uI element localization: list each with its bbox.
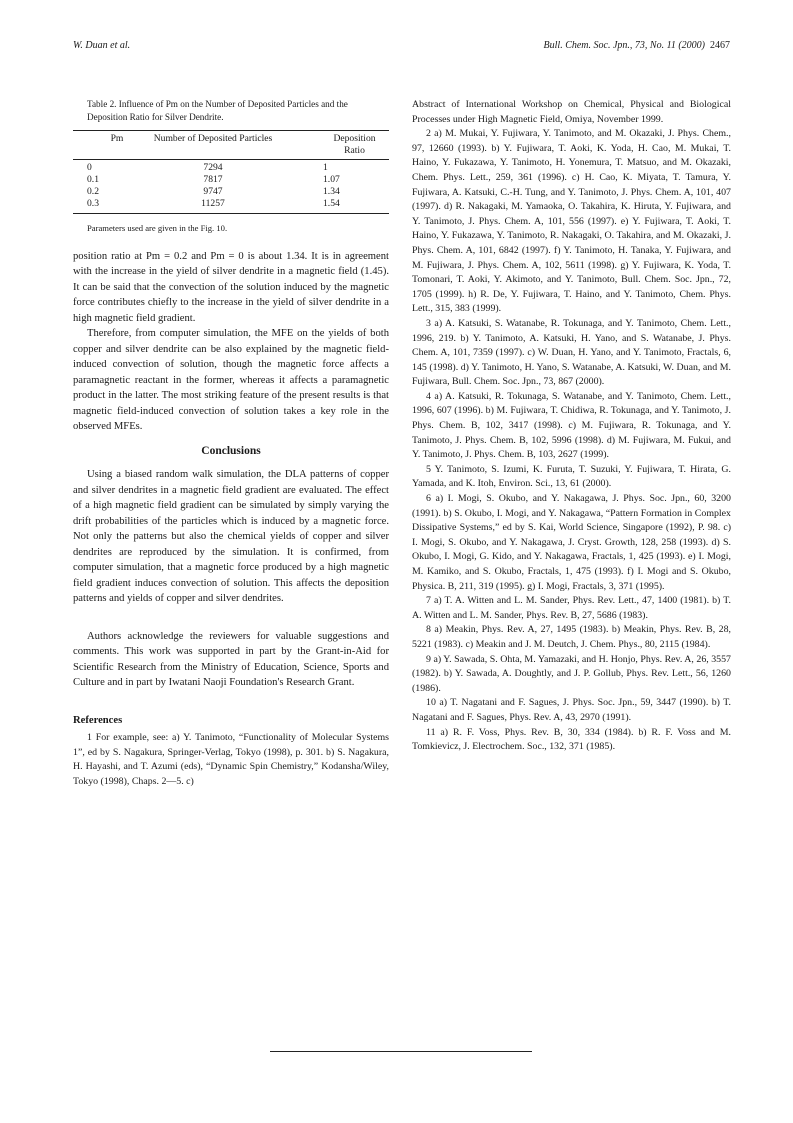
cell-particles: 7817 [203,174,223,185]
column-header-pm: Pm [73,131,150,160]
column-header-particles: Number of Deposited Particles [150,131,276,160]
reference-item: 4 a) A. Katsuki, R. Tokunaga, S. Watanabe, and Y. Tanimoto, Chem. Lett., 1996, 607 (1996). b) M. Fujiwara, T. Chidiwa, R. Tokunaga, and Y. Tanimoto, J. Phys. Chem. B, 102, 3417 (1998). c) M. Fujiwara, R. Tokunaga, and Y. Tanimoto, J. Phys. Chem. B, 102, 5996 (1998). d) M. Fujiwara, M. Fukui, and Y. Tanimoto, J. Phys. Chem. B, 103, 2627 (1999). [412,390,731,461]
cell-particles: 11257 [150,198,276,214]
cell-ratio: 1.07 [323,174,340,185]
footer-rule [270,1051,532,1052]
cell-particles: 7294 [203,162,223,173]
cell-ratio: 1.34 [323,186,340,197]
page-number: 2467 [710,40,730,51]
conclusions-paragraph: Using a biased random walk simulation, the DLA patterns of copper and silver dendrites in a magnetic field gradient are evaluated. The effect of a high magnetic field gradient can be simulated by simply varying the drift probabilities of the particles which is induced by a magnetic force. Not only the patterns but also the chemical yields of copper and silver dendrites are reproduced by the simulation. It is confirmed, from computer simulation, that a magnetic force produced by a high magnetic field gradient induces convection of solution. This affects the deposition patterns and yields of copper and silver dendrites. [73,469,389,604]
column-header-ratio: Deposition Ratio [276,131,389,160]
cell-particles: 9747 [203,186,223,197]
section-heading-conclusions: Conclusions [201,444,261,457]
cell-pm: 0 [87,162,92,173]
reference-item: 10 a) T. Nagatani and F. Sagues, J. Phys. Soc. Jpn., 59, 3447 (1990). b) T. Nagatani and F. Sagues, Phys. Rev. A, 43, 2970 (1991). [412,697,731,723]
left-column [73,98,389,789]
reference-item: 3 a) A. Katsuki, S. Watanabe, R. Tokunaga, and Y. Tanimoto, Chem. Lett., 1996, 219. b) Y. Tanimoto, A. Katsuki, H. Yano, and S. Watanabe, J. Phys. Chem. A, 101, 7359 (1997). c) W. Duan, H. Yano, and Y. Tanimoto, Fractals, 6, 145 (1998). d) Y. Tanimoto, H. Yano, S. Watanabe, A. Katsuki, W. Duan, and M. Fujiwara, Bull. Chem. Soc. Jpn., 73, 867 (2000). [412,317,731,388]
acknowledgement-paragraph: Authors acknowledge the reviewers for valuable suggestions and comments. This work was supported in part by the Grant-in-Aid for Scientific Research from the Ministry of Education, Science, Sports and Culture and in part by Iwatani Naoji Foundation's Research Grant. [73,630,389,688]
cell-pm: 0.2 [87,186,99,197]
running-header-journal [544,40,730,51]
reference-item: 7 a) T. A. Witten and L. M. Sander, Phys. Rev. Lett., 47, 1400 (1981). b) T. A. Witten and L. M. Sander, Phys. Rev. B, 27, 5686 (1983). [412,595,731,621]
body-paragraph: Therefore, from computer simulation, the MFE on the yields of both copper and silver dendrite can be also explained by the magnetic field-induced convection of solution, though the magnetic force affects a paramagnetic reactant in the former, whereas it affects a paramagnetic product in the latter. The most striking feature of the present results is that magnetic field-induced convection of solution takes a key role in the observed MFEs. [73,328,389,432]
running-header-authors: W. Duan et al. [73,40,131,51]
reference-item: 2 a) M. Mukai, Y. Fujiwara, Y. Tanimoto, and M. Okazaki, J. Phys. Chem., 97, 12660 (1993). b) Y. Fujiwara, T. Aoki, K. Yoda, H. Cao, M. Mukai, T. Haino, Y. Fukazawa, Y. Tanimoto, H. Yonemura, T. Matsuo, and M. Okazaki, Chem. Phys. Lett., 259, 361 (1996). c) H. Cao, K. Miyata, T. Tamura, Y. Fujiwara, A. Katsuki, C.-H. Tung, and Y. Tanimoto, J. Phys. Chem. A, 101, 407 (1997). d) R. Nakagaki, M. Yamaoka, O. Takahira, K. Hiruta, Y. Fujiwara, and Y. Tanimoto, J. Phys. Chem. A, 101, 556 (1997). e) Y. Fujiwara, T. Aoki, T. Haino, Y. Fukazawa, Y. Tanimoto, R. Nakagaki, O. Takahira, and M. Okazaki, J. Phys. Chem. A, 101, 6842 (1997). f) Y. Tanimoto, H. Tanaka, Y. Fujiwara, and M. Fujiwara, J. Phys. Chem. A, 102, 5611 (1998). g) Y. Fujiwara, K. Yoda, T. Tomonari, T. Aoki, Y. Akimoto, and Y. Tanimoto, Bull. Chem. Soc. Jpn., 72, 1705 (1999). h) R. De, Y. Fujiwara, T. Haino, and Y. Tanimoto, Chem. Phys. Lett., 315, 383 (1999). [412,128,731,315]
table-row [73,198,389,214]
table-row [73,186,389,198]
data-table [73,130,389,214]
table-footnote: Parameters used are given in the Fig. 10. [87,223,228,233]
reference-continuation: Abstract of International Workshop on Chemical, Physical and Biological Processes under High Magnetic Field, Omiya, November 1999. [412,99,731,125]
reference-item: 1 For example, see: a) Y. Tanimoto, “Functionality of Molecular Systems 1”, ed by S. Nagakura, Springer-Verlag, Tokyo (1998), p. 301. b) S. Nagakura, H. Hayashi, and T. Azumi (eds), “Dynamic Spin Chemistry,” Kodansha/Wiley, Tokyo (1998), Chaps. 2—5. c) [73,732,389,787]
cell-pm: 0.1 [87,174,99,185]
cell-ratio: 1.54 [276,198,389,214]
table-header-row [73,131,389,160]
reference-item: 11 a) R. F. Voss, Phys. Rev. B, 30, 334 (1984). b) R. F. Voss and M. Tomkievicz, J. Electrochem. Soc., 132, 371 (1985). [412,726,731,753]
references-heading: References [73,714,123,726]
reference-item: 6 a) I. Mogi, S. Okubo, and Y. Nakagawa, J. Phys. Soc. Jpn., 60, 3200 (1991). b) S. Okubo, I. Mogi, and Y. Nakagawa, “Pattern Formation in Complex Dissipative Systems,” ed by S. Kai, World Science, Singapore (1992), P. 98. c) I. Mogi, S. Okubo, and Y. Nakagawa, J. Cryst. Growth, 128, 258 (1993). d) S. Okubo, I. Mogi, G. Kido, and Y. Nakagawa, Fractals, 1, 425 (1993). e) I. Mogi, M. Kamiko, and S. Okubo, Fractals, 1, 475 (1993). f) I. Mogi and S. Okubo, Physica. B, 211, 319 (1995). g) I. Mogi, Fractals, 3, 371 (1995). [412,493,731,592]
body-paragraph: position ratio at Pm = 0.2 and Pm = 0 is about 1.34. It is in agreement with the increase in the yield of silver dendrite in a magnetic field (1.45). It can be said that the convection of the solution induced by the magnetic force contributes chiefly to the increase in the yield of silver dendrite in a high magnetic field gradient. [73,250,389,324]
reference-item: 9 a) Y. Sawada, S. Ohta, M. Yamazaki, and H. Honjo, Phys. Rev. A, 26, 3557 (1982). b) Y. Sawada, A. Doughtly, and J. P. Gollub, Phys. Rev. Lett., 56, 1260 (1986). [412,653,731,694]
reference-item: 8 a) Meakin, Phys. Rev. A, 27, 1495 (1983). b) Meakin, Phys. Rev. B, 28, 5221 (1983). c) Meakin and J. M. Deutch, J. Chem. Phys., 80, 2115 (1984). [412,624,731,650]
table-caption: Table 2. Influence of Pm on the Number of Deposited Particles and the Deposition Ratio for Silver Dendrite. [87,99,348,122]
table-row [73,160,389,175]
reference-item: 5 Y. Tanimoto, S. Izumi, K. Furuta, T. Suzuki, Y. Fujiwara, T. Hirata, G. Yamada, and K. Itoh, Environ. Sci., 13, 61 (2000). [412,463,731,490]
journal-citation: Bull. Chem. Soc. Jpn., 73, No. 11 (2000) [543,40,705,51]
table-row [73,174,389,186]
right-column [412,98,731,755]
cell-pm: 0.3 [73,198,150,214]
cell-ratio: 1 [323,162,328,173]
